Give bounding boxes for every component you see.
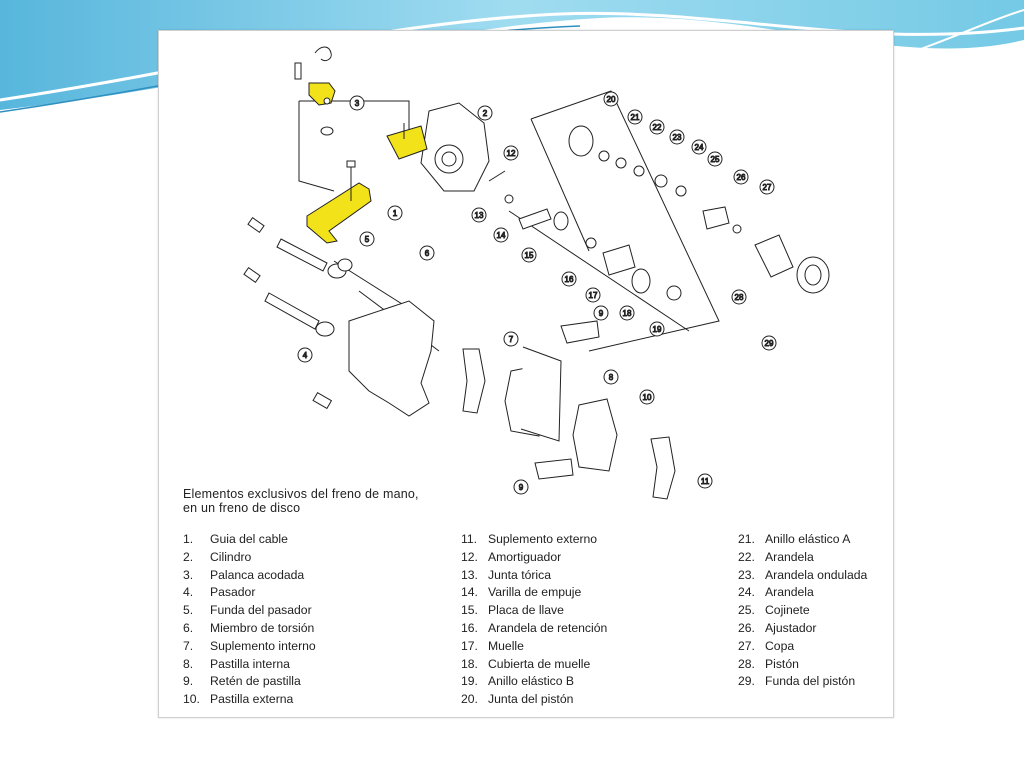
legend-item-label: Arandela xyxy=(765,585,814,600)
legend-title: Elementos exclusivos del freno de mano, en un freno de disco xyxy=(183,487,419,515)
legend-item-label: Retén de pastilla xyxy=(210,674,301,689)
part-6-torsion-member xyxy=(349,301,434,416)
legend-item xyxy=(183,638,316,656)
legend-item-label: Funda del pasador xyxy=(210,603,312,618)
piston-internals xyxy=(489,171,681,300)
legend-item-label: Pastilla externa xyxy=(210,692,294,707)
svg-text:27: 27 xyxy=(762,183,772,192)
svg-text:14: 14 xyxy=(496,231,506,240)
svg-text:1: 1 xyxy=(392,209,398,218)
legend-item xyxy=(461,584,607,602)
legend-item-number: 16. xyxy=(461,620,478,635)
svg-text:2: 2 xyxy=(482,109,488,118)
svg-text:26: 26 xyxy=(736,173,746,182)
svg-text:20: 20 xyxy=(606,95,616,104)
legend-item-number: 10. xyxy=(183,692,200,707)
legend-item-label: Junta del pistón xyxy=(488,692,574,707)
svg-text:15: 15 xyxy=(524,251,534,260)
legend-item-number: 26. xyxy=(738,620,755,635)
legend-item-number: 24. xyxy=(738,585,755,600)
legend-item xyxy=(738,531,867,549)
legend-item-number: 25. xyxy=(738,603,755,618)
svg-text:6: 6 xyxy=(424,249,430,258)
legend-item xyxy=(183,656,316,674)
legend-item-number: 9. xyxy=(183,674,194,689)
svg-text:8: 8 xyxy=(608,373,614,382)
svg-text:9: 9 xyxy=(518,483,524,492)
legend-item-label: Arandela ondulada xyxy=(765,567,868,582)
legend-item-number: 12. xyxy=(461,549,478,564)
legend-item-number: 18. xyxy=(461,656,478,671)
legend-item xyxy=(461,638,607,656)
legend-item-label: Miembro de torsión xyxy=(210,620,315,635)
legend-item-number: 29. xyxy=(738,674,755,689)
legend-item xyxy=(461,549,607,567)
legend-item xyxy=(183,549,316,567)
legend-item-label: Arandela xyxy=(765,549,814,564)
legend-item-number: 1. xyxy=(183,532,194,546)
svg-text:22: 22 xyxy=(652,123,662,132)
legend-column-3 xyxy=(738,531,867,691)
svg-text:28: 28 xyxy=(734,293,744,302)
legend-item-label: Pistón xyxy=(765,656,799,671)
legend-item xyxy=(461,567,607,585)
legend-item-label: Anillo elástico A xyxy=(765,532,851,546)
pads-and-shims xyxy=(463,321,675,499)
legend-item-number: 4. xyxy=(183,585,194,600)
legend-item-number: 19. xyxy=(461,674,478,689)
legend-item-label: Arandela de retención xyxy=(488,620,608,635)
legend-item-label: Cojinete xyxy=(765,603,810,618)
svg-text:18: 18 xyxy=(622,309,632,318)
legend-item-label: Varilla de empuje xyxy=(488,585,582,600)
legend-item-label: Cubierta de muelle xyxy=(488,656,591,671)
svg-text:10: 10 xyxy=(642,393,652,402)
legend-item xyxy=(461,531,607,549)
svg-text:11: 11 xyxy=(700,477,710,486)
legend-item-label: Funda del pistón xyxy=(765,674,856,689)
svg-text:19: 19 xyxy=(652,325,662,334)
svg-text:16: 16 xyxy=(564,275,574,284)
legend-item-label: Ajustador xyxy=(765,620,817,635)
legend-item-number: 22. xyxy=(738,549,755,564)
diagram-panel xyxy=(158,30,894,718)
legend-item-number: 8. xyxy=(183,656,194,671)
legend-item xyxy=(183,531,316,549)
legend-item-number: 14. xyxy=(461,585,478,600)
legend-item xyxy=(461,691,607,709)
svg-text:12: 12 xyxy=(506,149,516,158)
legend-item-number: 13. xyxy=(461,567,478,582)
legend-column-2 xyxy=(461,531,607,709)
part-1-cable-guide xyxy=(307,161,371,243)
legend-item xyxy=(738,620,867,638)
legend-item-label: Copa xyxy=(765,638,795,653)
svg-text:21: 21 xyxy=(630,113,640,122)
svg-text:7: 7 xyxy=(508,335,514,344)
svg-text:23: 23 xyxy=(672,133,682,142)
svg-text:24: 24 xyxy=(694,143,704,152)
legend-item-label: Anillo elástico B xyxy=(488,674,575,689)
legend-item xyxy=(461,602,607,620)
legend-item-label: Amortiguador xyxy=(488,549,562,564)
legend-item xyxy=(738,584,867,602)
legend-item-label: Pastilla interna xyxy=(210,656,290,671)
svg-text:5: 5 xyxy=(364,235,370,244)
legend-item-label: Guia del cable xyxy=(210,532,288,546)
legend-item-label: Palanca acodada xyxy=(210,567,305,582)
legend-item xyxy=(461,656,607,674)
svg-text:4: 4 xyxy=(302,351,308,360)
legend-item-label: Suplemento externo xyxy=(488,532,598,546)
legend-item-number: 11. xyxy=(461,532,478,546)
legend-item xyxy=(461,620,607,638)
svg-text:13: 13 xyxy=(474,211,484,220)
legend-item-label: Muelle xyxy=(488,638,524,653)
legend-item xyxy=(183,620,316,638)
legend-item xyxy=(183,567,316,585)
legend-item xyxy=(183,691,316,709)
pins-and-bolts xyxy=(244,218,352,409)
legend-item-label: Cilindro xyxy=(210,549,252,564)
legend-item-number: 15. xyxy=(461,603,478,618)
legend-item-number: 5. xyxy=(183,603,194,618)
legend-item-number: 23. xyxy=(738,567,755,582)
legend-item xyxy=(738,567,867,585)
legend-item-number: 6. xyxy=(183,620,194,635)
legend-item-number: 20. xyxy=(461,692,478,707)
legend-item-label: Pasador xyxy=(210,585,256,600)
part-2-cylinder xyxy=(387,103,489,191)
svg-text:29: 29 xyxy=(764,339,774,348)
legend-item xyxy=(738,602,867,620)
legend-column-1 xyxy=(183,531,316,709)
legend-item-number: 2. xyxy=(183,549,194,564)
legend-item-number: 28. xyxy=(738,656,755,671)
legend-item xyxy=(461,673,607,691)
legend-item xyxy=(738,549,867,567)
legend-item xyxy=(738,638,867,656)
svg-text:17: 17 xyxy=(588,291,598,300)
svg-text:25: 25 xyxy=(710,155,720,164)
legend-item-number: 21. xyxy=(738,532,755,546)
legend-item-number: 7. xyxy=(183,638,194,653)
legend-item xyxy=(738,656,867,674)
legend-item-label: Placa de llave xyxy=(488,603,564,618)
legend-item-number: 17. xyxy=(461,638,478,653)
part-3-lever xyxy=(295,47,335,135)
legend-item xyxy=(183,602,316,620)
legend-item xyxy=(183,584,316,602)
legend-item xyxy=(183,673,316,691)
brake-exploded-diagram xyxy=(159,31,893,511)
legend-item-label: Junta tórica xyxy=(488,567,552,582)
legend-item-number: 3. xyxy=(183,567,194,582)
legend-item-label: Suplemento interno xyxy=(210,638,316,653)
legend-item-number: 27. xyxy=(738,638,755,653)
svg-text:3: 3 xyxy=(354,99,360,108)
legend-item xyxy=(738,673,867,691)
svg-text:9: 9 xyxy=(598,309,604,318)
